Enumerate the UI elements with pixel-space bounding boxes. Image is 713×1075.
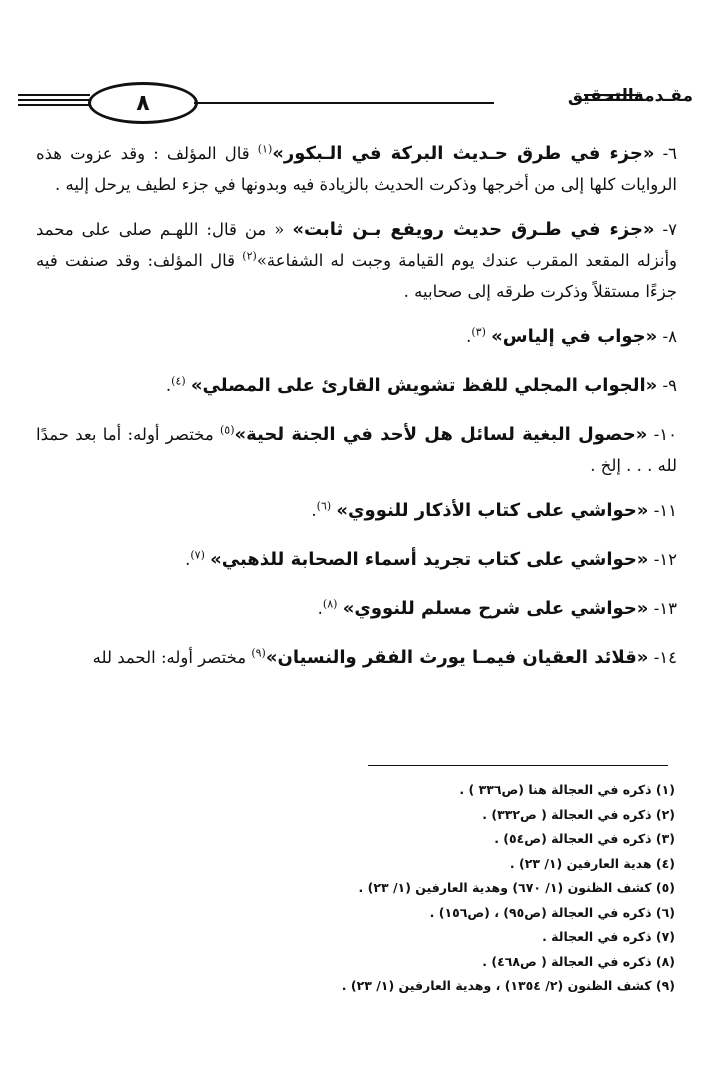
footnote-item: (٥) كشف الظنون (١/ ٦٧٠) وهدية العارفين (١/ ٢٣) . [358, 880, 675, 895]
entry-11: ١١- «حواشي على كتاب الأذكار للنووي» $^{(٦)}$. [311, 499, 677, 521]
header-rule-middle [194, 102, 494, 104]
footnote-separator [368, 765, 668, 766]
main-text [36, 138, 677, 687]
footnote-ref: (٧) [190, 548, 205, 562]
footnotes [36, 778, 675, 999]
footnote-item: (٢) ذكره في العجالة ( ص٣٣٢) . [482, 806, 675, 822]
footnote-ref: (٢) [242, 249, 257, 263]
entry-title: «قلائد العقيان فيمـا يورث الفقر والنسيان» [265, 647, 649, 668]
footnote-item: (٦) ذكره في العجالة (ص٩٥) ، (ص١٥٦) . [429, 904, 675, 920]
header-title: مقـدمةالتحقيق [567, 86, 693, 106]
entry-title: «حصول البغية لسائل هل لأحد في الجنة لحية» [234, 424, 648, 445]
page-number-badge [88, 82, 198, 124]
entry-8: ٨- «جواب في إلياس» $^{(٣)}$. [466, 325, 677, 347]
footnote-ref: (٦) [316, 499, 332, 513]
entry-title: «الجواب المجلي للفظ تشويش القارئ على المصلي» [190, 375, 658, 396]
footnote-item: (٧) ذكره في العجالة . [542, 929, 675, 944]
entry-text-2: قال المؤلف: وقد صنفت فيه جزءًا مستقلاً وذكرت طرقه إلى صحابيه . [36, 251, 677, 301]
footnote-ref: (٣) [471, 325, 486, 339]
footnote-ref: (١) [257, 142, 273, 156]
header-rule-left-2 [18, 99, 90, 101]
footnote-ref: (٤) [171, 374, 186, 388]
entry-title: «حواشي على شرح مسلم للنووي» [342, 598, 649, 619]
footnote-item: (٣) ذكره في العجالة (ص٥٤) . [494, 831, 675, 846]
entry-title: «جواب في إلياس» [491, 326, 658, 347]
entry-title: «حواشي على كتاب الأذكار للنووي» [336, 500, 649, 521]
footnote-ref: (٩) [251, 646, 266, 660]
entry-12: ١٢- «حواشي على كتاب تجريد أسماء الصحابة للذهبي» $^{(٧)}$. [185, 548, 677, 570]
entry-text: « من قال: اللهـم صلى على محمد وأنزله المقعد المقرب عندك يوم القيامة وجبت له الشفاعة» [36, 220, 677, 270]
footnote-item: (٤) هدية العارفين (١/ ٢٣) . [509, 855, 675, 871]
entry-title: «جزء في طرق حـديث البركة في الـبكور» [272, 143, 655, 164]
entry-text: مختصر أوله: أما بعد حمدًا لله . . . إلخ . [36, 425, 677, 475]
footnote-ref: (٥) [219, 423, 235, 437]
entry-text: قال المؤلف : وقد عزوت هذه الروايات كلها إلى من أخرجها وذكرت الحديث بالزيادة فيه وبدونها في جزء لطيف يرحل إليه . [36, 144, 677, 194]
page-header [18, 72, 693, 128]
entry-10: ١٠- «حصول البغية لسائل هل لأحد في الجنة لحية»$^{(٥)}$ مختصر أوله: أما بعد حمدًا لله . . . إلخ . [36, 423, 678, 475]
header-rule-left-3 [18, 104, 90, 106]
page-number: ٨ [136, 90, 150, 116]
footnote-item: (٨) ذكره في العجالة ( ص٤٦٨) . [482, 953, 675, 969]
entry-title: «حواشي على كتاب تجريد أسماء الصحابة للذهبي» [210, 549, 649, 570]
footnote-item: (١) ذكره في العجالة هنا (ص٣٣٦ ) . [459, 782, 675, 797]
footnote-item: (٩) كشف الظنون (٢/ ١٣٥٤) ، وهدية العارفين (١/ ٢٣) . [341, 978, 675, 993]
entry-text: مختصر أوله: الحمد لله [92, 648, 247, 667]
header-rule-left [18, 94, 90, 96]
entry-9: ٩- «الجواب المجلي للفظ تشويش القارئ على المصلي» $^{(٤)}$. [165, 374, 677, 396]
entry-6: ٦- «جزء في طرق حـديث البركة في الـبكور»$^{(١)}$ قال المؤلف : وقد عزوت هذه الروايات كلها إلى من أخرجها وذكرت الحديث بالزيادة فيه وبدونها في جزء لطيف يرحل إليه . [36, 142, 678, 194]
entry-7: ٧- «جزء في طـرق حديث رويفع بـن ثابت» « من قال: اللهـم صلى على محمد وأنزله المقعد المقرب عندك يوم القيامة وجبت له الشفاعة»$^{(٢)}$ قال المؤلف: وقد صنفت فيه جزءًا مستقلاً وذكرت طرقه إلى صحابيه . [36, 219, 677, 301]
entry-title: «جزء في طـرق حديث رويفع بـن ثابت» [292, 219, 655, 240]
footnote-ref: (٨) [322, 597, 338, 611]
entry-13: ١٣- «حواشي على شرح مسلم للنووي» $^{(٨)}$. [317, 597, 677, 619]
entry-14: ١٤- «قلائد العقيان فيمـا يورث الفقر والنسيان»$^{(٩)}$ مختصر أوله: الحمد لله [92, 646, 677, 668]
